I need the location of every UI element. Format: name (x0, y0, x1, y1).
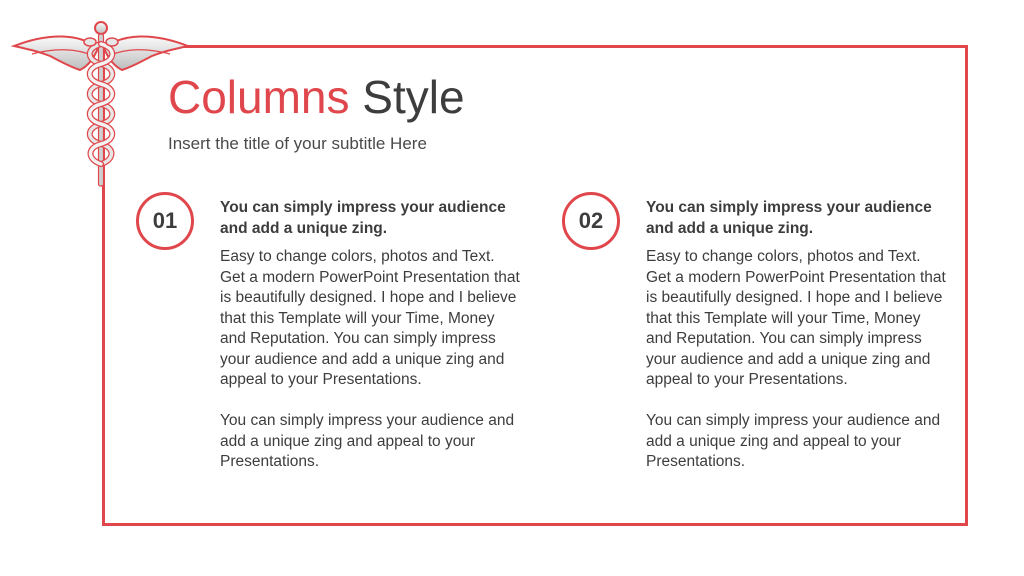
column-1 (220, 198, 520, 473)
column-2 (646, 198, 946, 473)
column-1-heading: You can simply impress your audience and add a unique zing. (220, 199, 506, 237)
title-accent: Columns (168, 71, 350, 123)
column-1-body: Easy to change colors, photos and Text. Get a modern PowerPoint Presentation that is beautifully designed. I hope and I believe that this Template will your Time, Money and Reputation. You can simply impress your audience and add a unique zing and appeal to your Presentations. (220, 248, 520, 388)
page-subtitle: Insert the title of your subtitle Here (168, 134, 427, 153)
page-title (168, 70, 465, 124)
column-2-footer: You can simply impress your audience and add a unique zing and appeal to your Presentations. (646, 412, 941, 470)
title-rest: Style (349, 71, 465, 123)
column-2-body: Easy to change colors, photos and Text. Get a modern PowerPoint Presentation that is beautifully designed. I hope and I believe that this Template will your Time, Money and Reputation. You can simply impress your audience and add a unique zing and appeal to your Presentations. (646, 248, 946, 388)
column-2-heading: You can simply impress your audience and add a unique zing. (646, 199, 932, 237)
column-1-footer: You can simply impress your audience and add a unique zing and appeal to your Presentations. (220, 412, 515, 470)
column-number-badge-2: 02 (562, 192, 620, 250)
column-number-badge-1: 01 (136, 192, 194, 250)
caduceus-icon (10, 14, 192, 190)
